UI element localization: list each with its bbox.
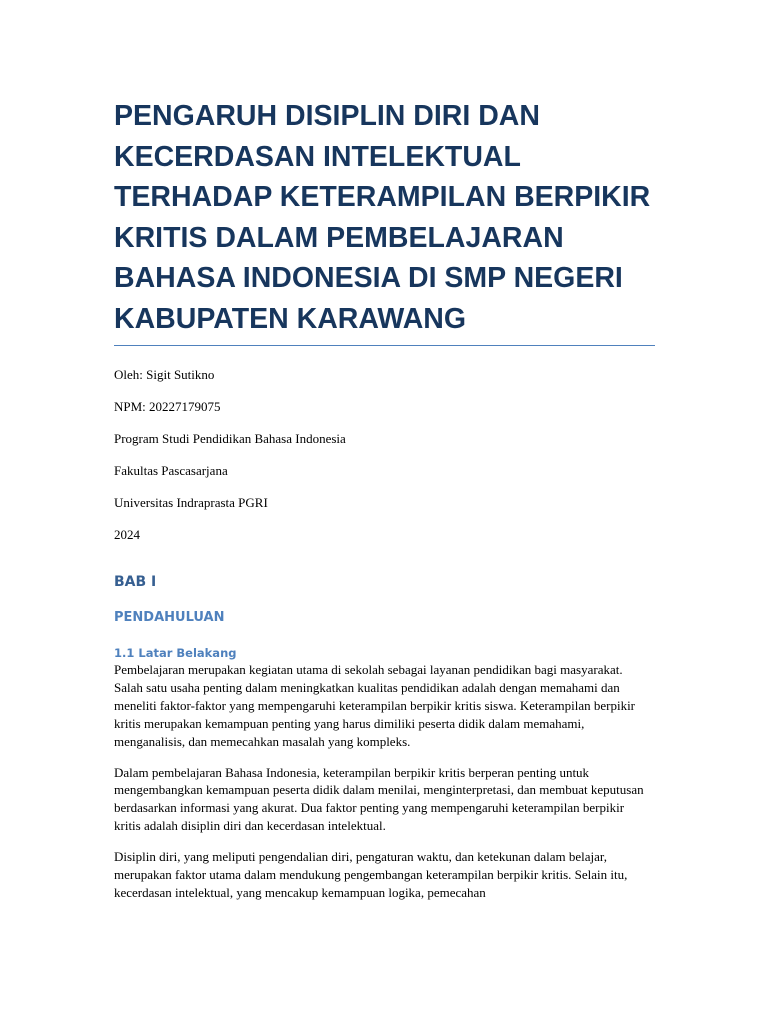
faculty-line: Fakultas Pascasarjana (114, 463, 228, 478)
author-line: Oleh: Sigit Sutikno (114, 367, 215, 382)
paragraph: Disiplin diri, yang meliputi pengendalian diri, pengaturan waktu, dan ketekunan dalam belajar, merupakan faktor utama dalam mendukung pengembangan keterampilan berpikir kritis. Selain itu, kecerdasan intelektual, yang mencakup kemampuan logika, pemecahan (114, 849, 628, 900)
section-heading: 1.1 Latar Belakang (114, 646, 237, 660)
paragraph: Dalam pembelajaran Bahasa Indonesia, keterampilan berpikir kritis berperan penting untuk mengembangkan kemampuan peserta didik dalam menilai, menginterpretasi, dan membuat keputusan berdasarkan informasi yang akurat. Dua faktor penting yang mempengaruhi keterampilan berpikir kritis adalah disiplin diri dan kecerdasan intelektual. (114, 764, 644, 834)
study-program-line: Program Studi Pendidikan Bahasa Indonesia (114, 431, 346, 446)
document-title: PENGARUH DISIPLIN DIRI DAN KECERDASAN INTELEKTUAL TERHADAP KETERAMPILAN BERPIKIR KRITIS DALAM PEMBELAJARAN BAHASA INDONESIA DI SMP NEGERI KABUPATEN KARAWANG (114, 96, 655, 346)
paragraph: Pembelajaran merupakan kegiatan utama di sekolah sebagai layanan pendidikan bagi masyarakat. Salah satu usaha penting dalam meningkatkan kualitas pendidikan adalah dengan memahami dan meneliti faktor-faktor yang mempengaruhi keterampilan berpikir kritis siswa. Keterampilan berpikir kritis merupakan kemampuan penting yang harus dimiliki peserta didik dalam memahami, menganalisis, dan memecahkan masalah yang kompleks. (114, 662, 636, 749)
year-line: 2024 (114, 527, 140, 542)
body-text (114, 661, 658, 902)
author-info (114, 367, 658, 543)
university-line: Universitas Indraprasta PGRI (114, 495, 268, 510)
chapter-heading: BAB I (114, 574, 157, 590)
npm-line: NPM: 20227179075 (114, 399, 221, 414)
chapter-title-heading: PENDAHULUAN (114, 610, 225, 625)
